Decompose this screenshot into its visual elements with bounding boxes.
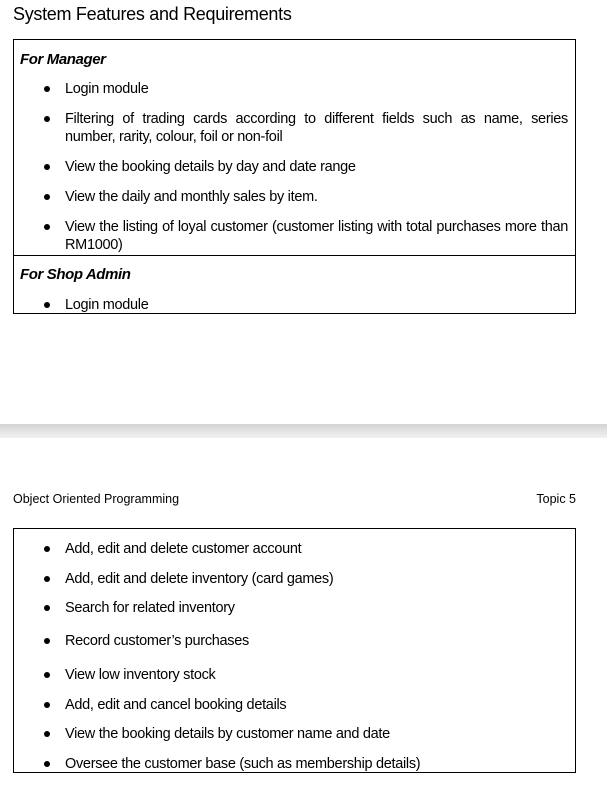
requirements-table-continued: Add, edit and delete customer account Add, edit and delete inventory (card games) Search for related inventory Record customer’s purchases View low inventory stock Add, edit and cancel booking details View the booking details by customer name and date Oversee the customer base (such as membership details) — [13, 528, 576, 773]
bullet-icon — [44, 672, 50, 678]
bullet-icon — [44, 761, 50, 767]
bullet-icon — [44, 731, 50, 737]
shop-admin-heading: For Shop Admin — [20, 266, 131, 283]
bullet-icon — [44, 302, 50, 308]
bullet-icon — [44, 546, 50, 552]
row-divider — [14, 255, 575, 256]
bullet-icon — [44, 86, 50, 92]
bullet-icon — [44, 116, 50, 122]
bullet-icon — [44, 638, 50, 644]
bullet-icon — [44, 576, 50, 582]
running-header-course: Object Oriented Programming — [13, 492, 180, 506]
bullet-icon — [44, 224, 50, 230]
bullet-icon — [44, 164, 50, 170]
bullet-icon — [44, 194, 50, 200]
running-header-topic: Topic 5 — [536, 492, 576, 506]
bullet-icon — [44, 702, 50, 708]
page-separator — [0, 424, 607, 438]
manager-heading: For Manager — [20, 51, 106, 68]
section-title: System Features and Requirements — [13, 4, 292, 24]
bullet-icon — [44, 605, 50, 611]
requirements-table: For Manager Login module Filtering of trading cards according to different fields such as name, series number, rarity, colour, foil or non-foil View the booking details by day and date range View the daily and monthly sales by item. View the listing of loyal customer (customer listing with total purchases more than RM1000) For Shop Admin Login module — [13, 39, 576, 314]
